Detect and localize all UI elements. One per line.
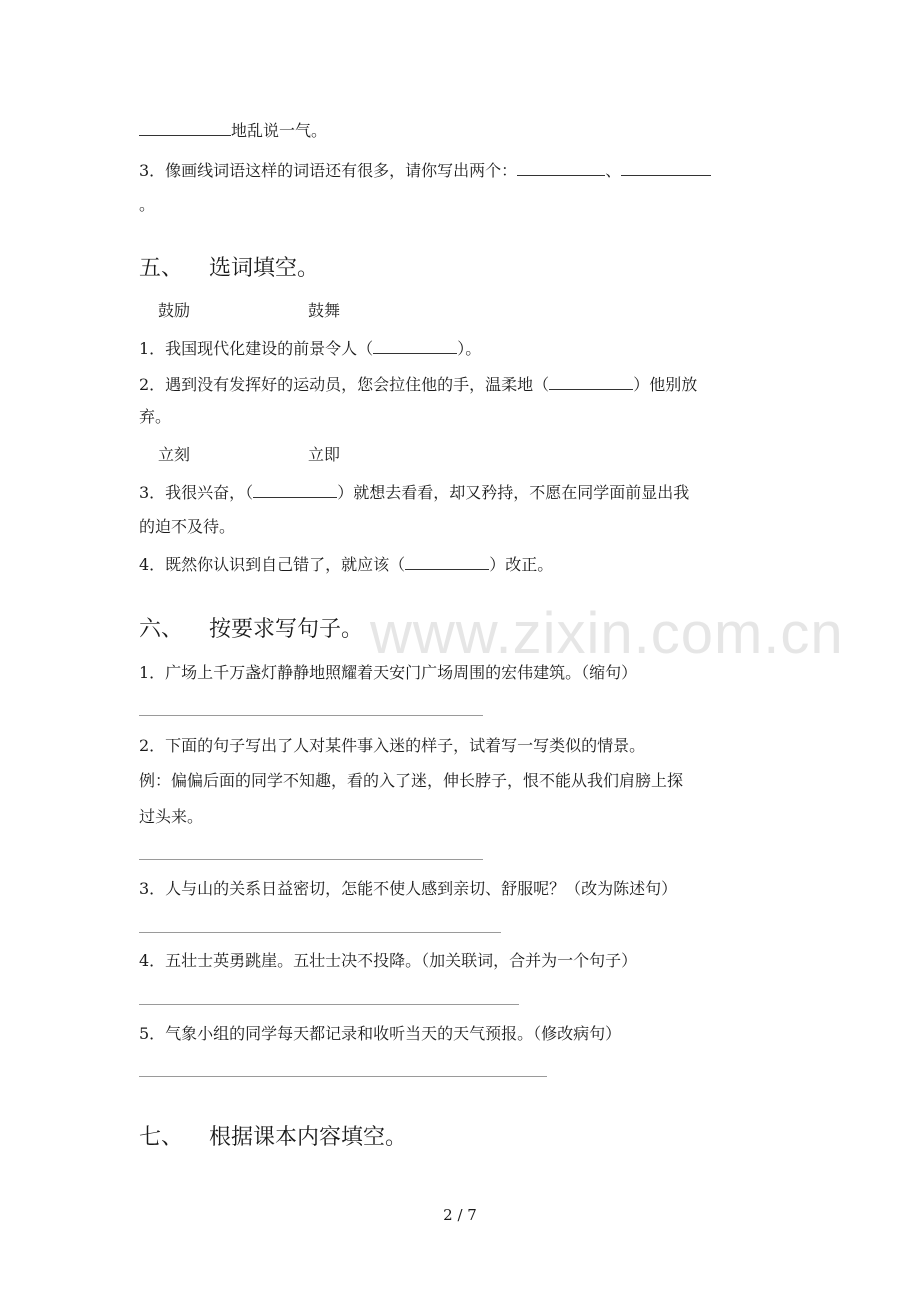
question-5-4 [139, 553, 553, 576]
question-text: 1．我国现代化建设的前景令人（ [139, 339, 374, 358]
question-text: ）改正。 [489, 555, 554, 574]
word-options-b [158, 444, 340, 466]
question-text: 4．既然你认识到自己错了，就应该（ [139, 555, 406, 574]
answer-line[interactable] [139, 932, 501, 933]
section-number: 六、 [139, 617, 184, 642]
answer-line[interactable] [139, 859, 483, 860]
section-number: 五、 [139, 256, 184, 281]
question-text: ）。 [457, 339, 482, 358]
question-6-4: 4．五壮士英勇跳崖。五壮士决不投降。（加关联词，合并为一个句子） [139, 951, 638, 970]
continuation-text: 地乱说一气。 [231, 121, 328, 140]
question-5-3 [139, 481, 689, 504]
word-option: 立刻 [158, 445, 191, 464]
answer-blank[interactable] [405, 553, 489, 570]
watermark: www.zixin.com.cn [370, 601, 844, 666]
answer-blank[interactable] [373, 337, 457, 354]
question-5-3-cont: 的迫不及待。 [139, 517, 236, 536]
question-text: 2．遇到没有发挥好的运动员，您会拉住他的手，温柔地（ [139, 375, 550, 394]
word-option: 立即 [308, 445, 341, 464]
question-5-1 [139, 337, 481, 360]
question-6-2-example-cont: 过头来。 [139, 807, 204, 826]
question-6-1: 1．广场上千万盏灯静静地照耀着天安门广场周围的宏伟建筑。（缩句） [139, 663, 638, 682]
word-option: 鼓励 [158, 301, 191, 320]
section-5-heading [139, 254, 319, 284]
answer-line[interactable] [139, 715, 483, 716]
question-text: 3．我很兴奋，（ [139, 483, 254, 502]
question-5-2 [139, 373, 697, 396]
question-text: 3．像画线词语这样的词语还有很多，请你写出两个： [139, 161, 518, 180]
page-number: 2 / 7 [443, 1206, 477, 1224]
question-top-3 [139, 159, 711, 182]
line-continuation [139, 119, 327, 142]
question-text: ）他别放 [633, 375, 698, 394]
answer-line[interactable] [139, 1076, 547, 1077]
question-6-2-example: 例：偏偏后面的同学不知趣，看的入了迷，伸长脖子，恨不能从我们肩膀上探 [139, 771, 684, 790]
question-top-3-end: 。 [139, 195, 156, 214]
answer-blank[interactable] [253, 481, 337, 498]
question-5-2-cont: 弃。 [139, 407, 172, 426]
section-number: 七、 [139, 1125, 184, 1150]
answer-blank[interactable] [139, 119, 231, 136]
question-6-5: 5．气象小组的同学每天都记录和收听当天的天气预报。（修改病句） [139, 1024, 622, 1043]
answer-blank[interactable] [621, 159, 711, 176]
word-option: 鼓舞 [308, 301, 341, 320]
word-options-a [158, 300, 340, 322]
section-title: 选词填空。 [209, 256, 320, 281]
section-title: 按要求写句子。 [209, 617, 364, 642]
section-7-heading [139, 1123, 407, 1153]
question-6-2: 2．下面的句子写出了人对某件事入迷的样子，试着写一写类似的情景。 [139, 736, 646, 755]
section-6-heading [139, 615, 363, 645]
answer-blank[interactable] [549, 373, 633, 390]
separator: 、 [605, 161, 622, 180]
answer-blank[interactable] [517, 159, 605, 176]
answer-line[interactable] [139, 1004, 519, 1005]
question-text: ）就想去看看，却又矜持，不愿在同学面前显出我 [337, 483, 690, 502]
question-6-3: 3．人与山的关系日益密切，怎能不使人感到亲切、舒服呢？（改为陈述句） [139, 879, 678, 898]
section-title: 根据课本内容填空。 [209, 1125, 408, 1150]
